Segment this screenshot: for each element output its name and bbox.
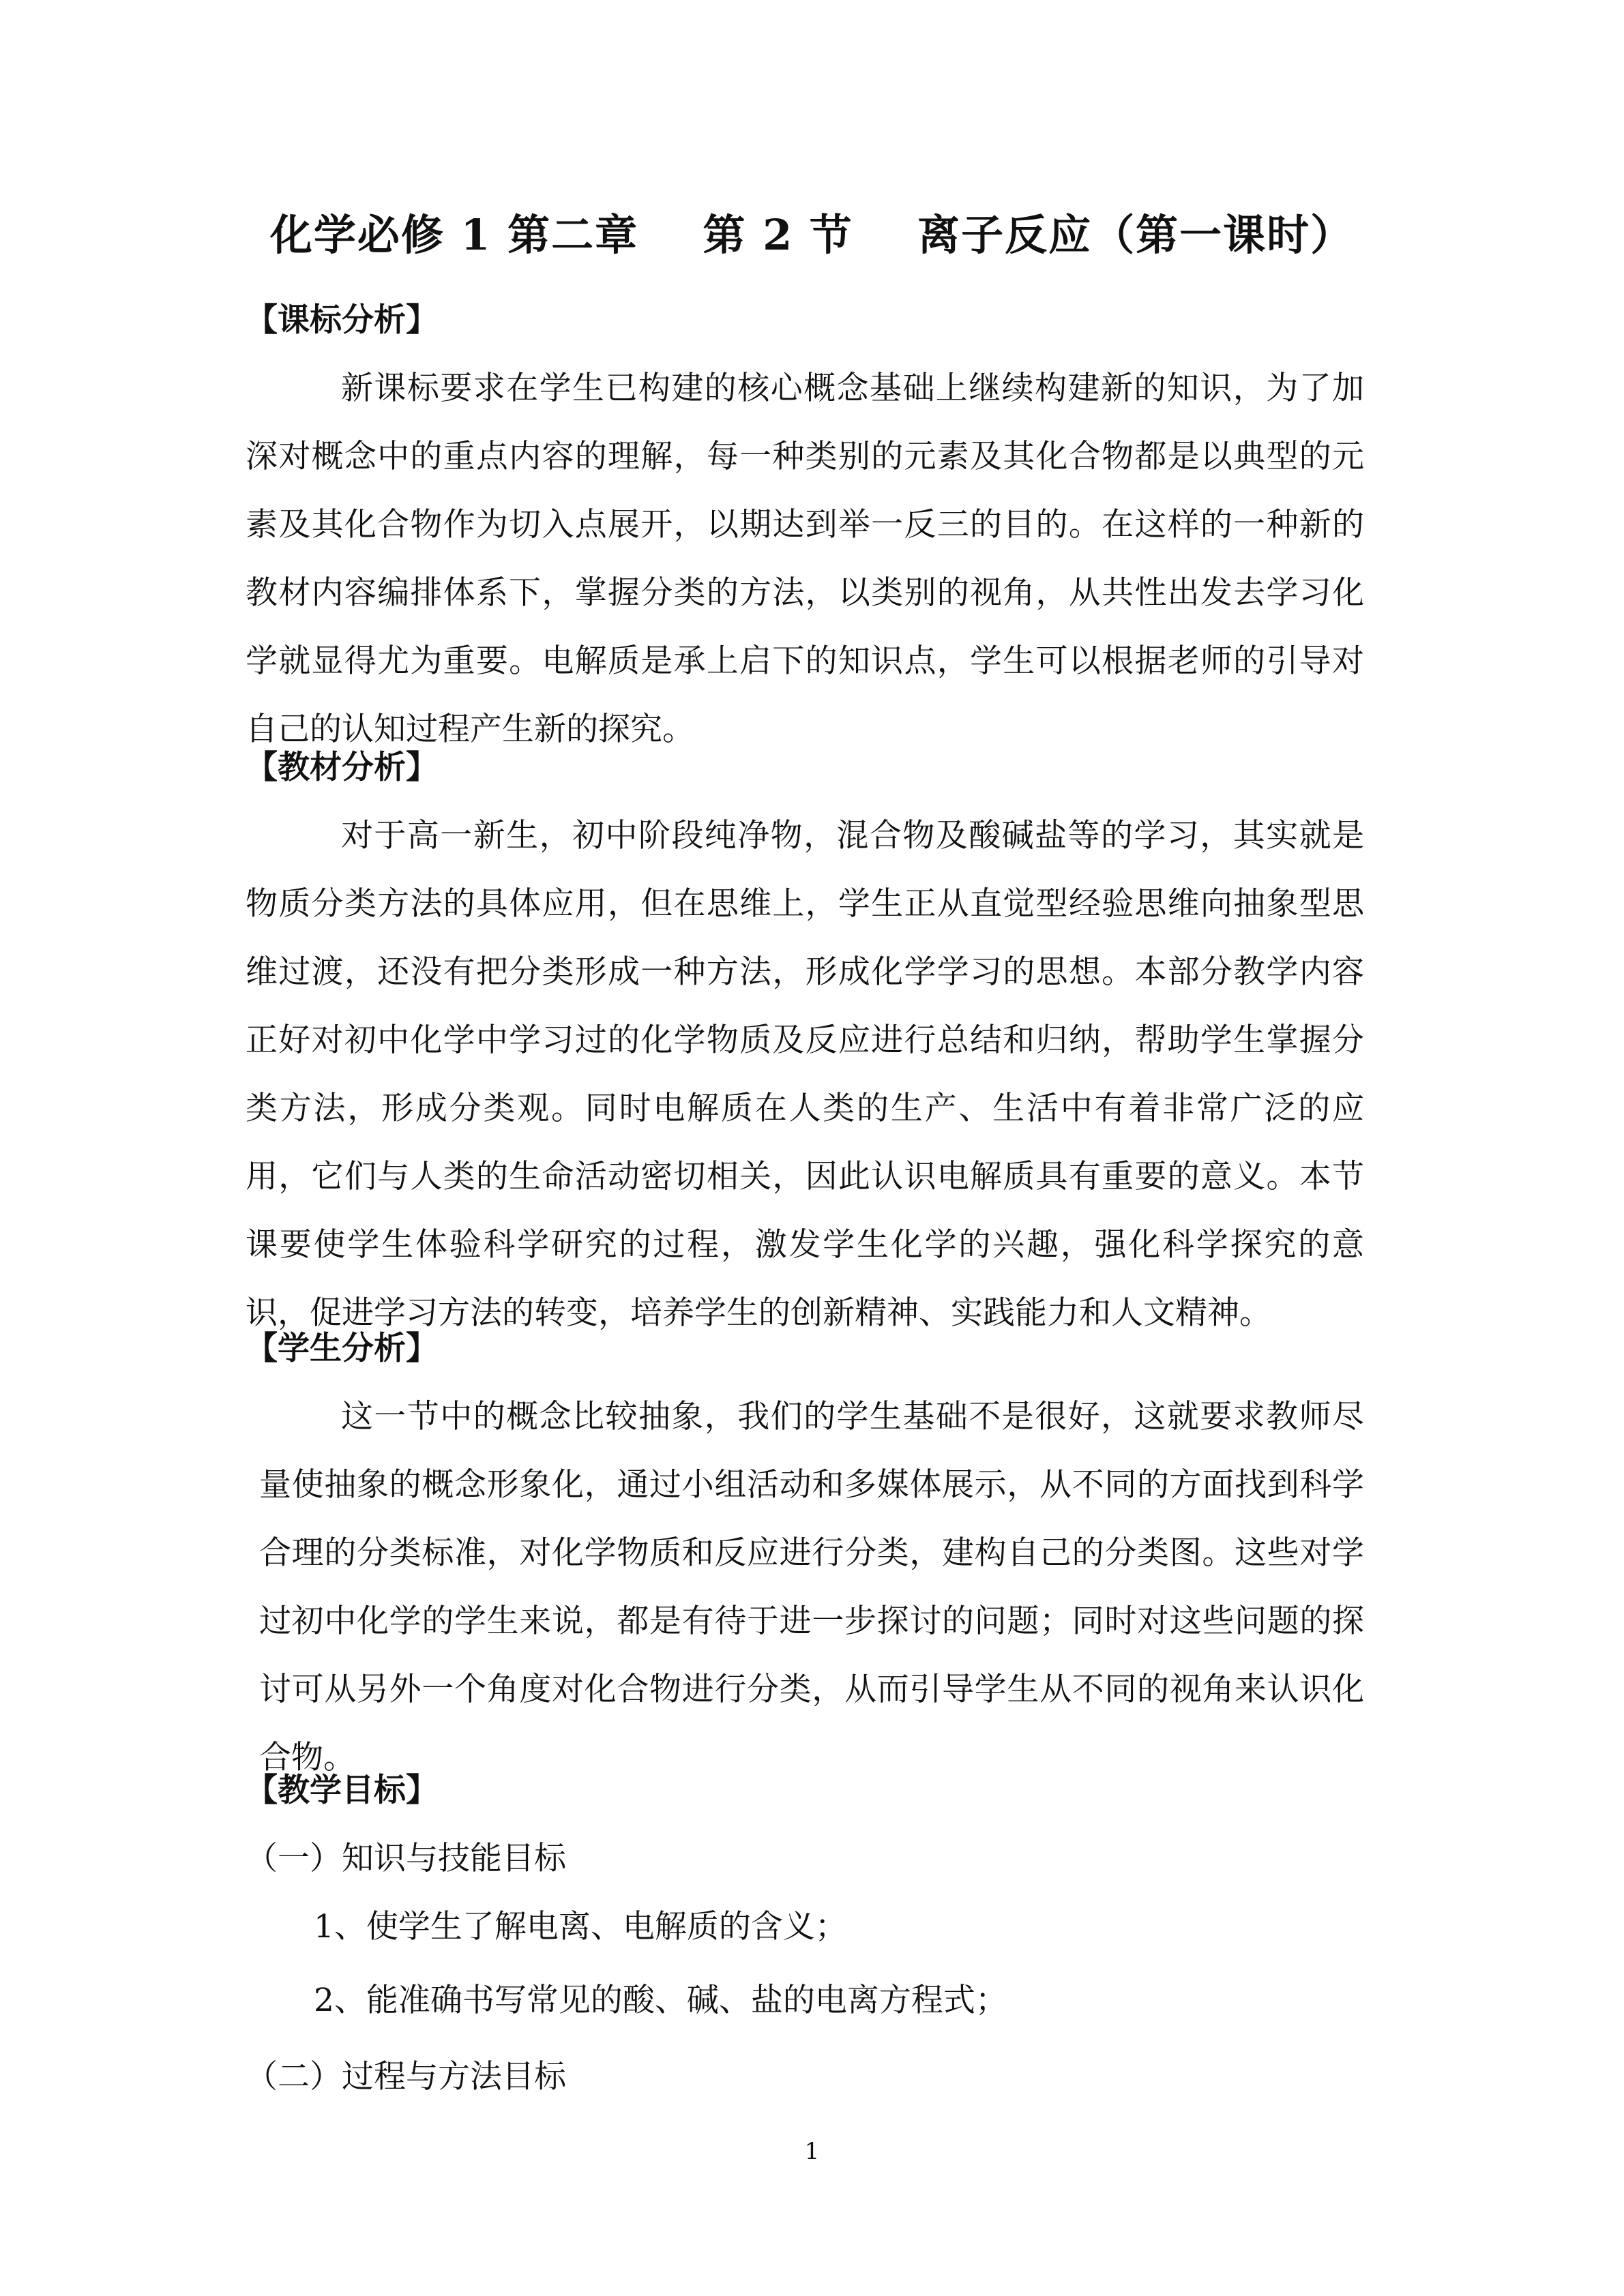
section-heading: 【课标分析】 [246, 301, 438, 339]
page-number: 1 [804, 2138, 820, 2165]
section-student-analysis [246, 1315, 1364, 1792]
section-heading: 【教材分析】 [246, 749, 438, 786]
goal-subheading: （一）知识与技能目标 [246, 1840, 566, 1877]
section-paragraph: 对于高一新生，初中阶段纯净物，混合物及酸碱盐等的学习，其实就是物质分类方法的具体应用，但在思维上，学生正从直觉型经验思维向抽象型思维过渡，还没有把分类形成一种方法，形成化学学习的思想。本部分教学内容正好对初中化学中学习过的化学物质及反应进行总结和归纳，帮助学生掌握分类方法，形成分类观。同时电解质在人类的生产、生活中有着非常广泛的应用，它们与人类的生命活动密切相关，因此认识电解质具有重要的意义。本节课要使学生体验科学研究的过程，激发学生化学的兴趣，强化科学探究的意识，促进学习方法的转变，培养学生的创新精神、实践能力和人文精神。 [246, 817, 1364, 1332]
section-heading: 【学生分析】 [246, 1330, 438, 1367]
section-paragraph: 这一节中的概念比较抽象，我们的学生基础不是很好，这就要求教师尽量使抽象的概念形象化，通过小组活动和多媒体展示，从不同的方面找到科学合理的分类标准，对化学物质和反应进行分类，建构自己的分类图。这些对学过初中化学的学生来说，都是有待于进一步探讨的问题；同时对这些问题的探讨可从另外一个角度对化合物进行分类，从而引导学生从不同的视角来认识化合物。 [259, 1398, 1364, 1776]
section-teaching-goals [246, 1757, 1364, 2111]
section-heading: 【教学目标】 [246, 1772, 438, 1809]
goal-subheading: （二）过程与方法目标 [246, 2058, 566, 2096]
section-textbook-analysis [246, 734, 1364, 1347]
section-paragraph: 新课标要求在学生已构建的核心概念基础上继续构建新的知识，为了加深对概念中的重点内容的理解，每一种类别的元素及其化合物都是以典型的元素及其化合物作为切入点展开，以期达到举一反三的目的。在这样的一种新的教材内容编排体系下，掌握分类的方法，以类别的视角，从共性出发去学习化学就显得尤为重要。电解质是承上启下的知识点，学生可以根据老师的引导对自己的认知过程产生新的探究。 [246, 370, 1364, 748]
goal-item: 2、能准确书写常见的酸、碱、盐的电离方程式； [314, 1982, 1007, 2019]
document-title: 化学必修 1 第二章 第 2 节 离子反应（第一课时） [269, 210, 1355, 260]
section-curriculum-analysis [246, 286, 1364, 764]
goal-item: 1、使学生了解电离、电解质的含义； [314, 1908, 847, 1945]
